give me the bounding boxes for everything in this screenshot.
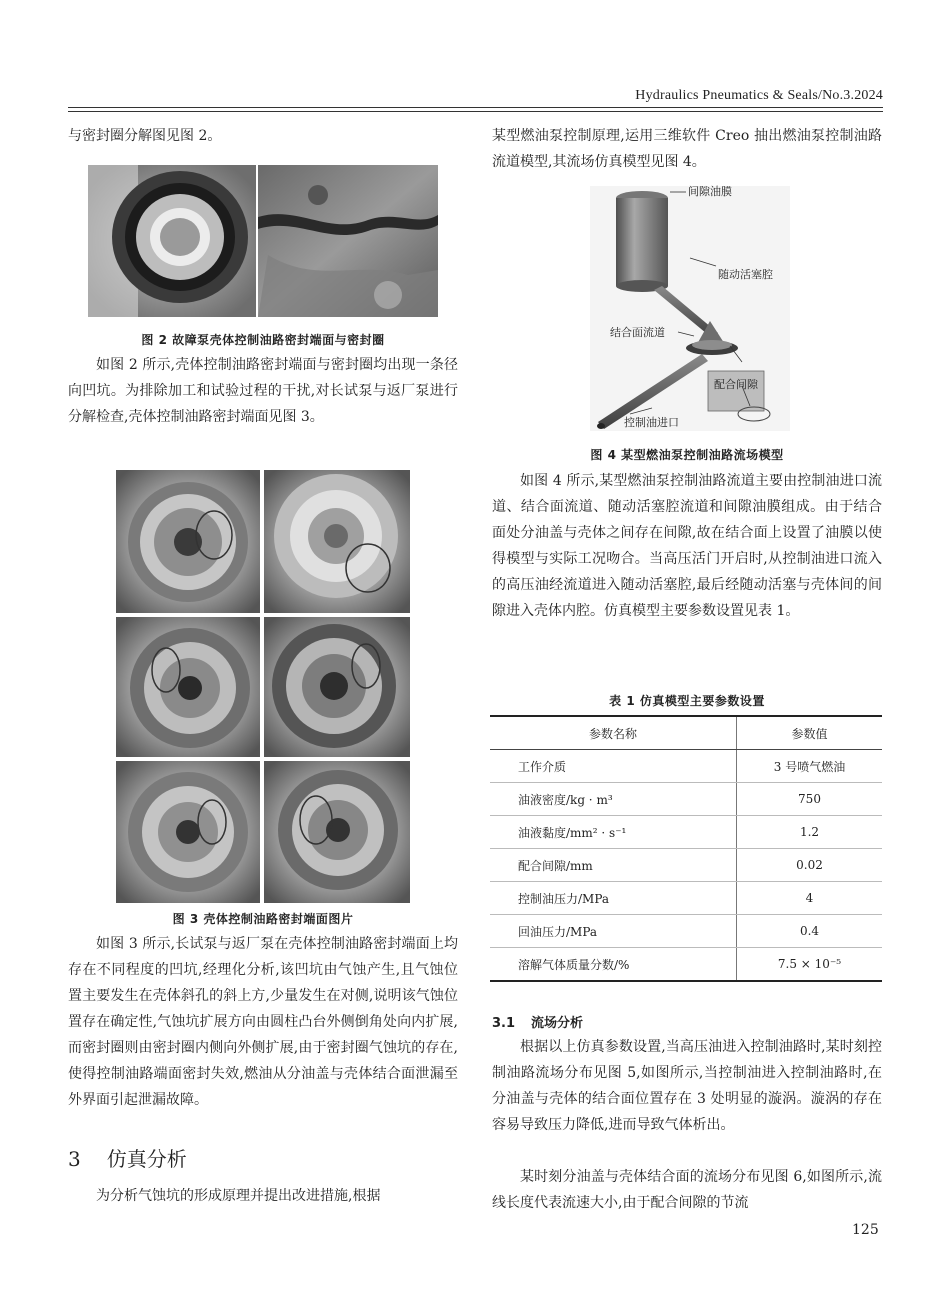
label-inlet: 控制油进口 <box>624 416 679 429</box>
table-cell: 1.2 <box>737 816 883 849</box>
figure-4-caption: 图 4 某型燃油泵控制油路流场模型 <box>590 448 784 462</box>
table-row <box>490 882 882 915</box>
table-cell: 7.5 × 10⁻⁵ <box>737 948 883 982</box>
table-cell: 溶解气体质量分数/% <box>490 948 737 982</box>
table-cell: 回油压力/MPa <box>490 915 737 948</box>
table-cell: 0.02 <box>737 849 883 882</box>
table-row <box>490 849 882 882</box>
figure-2-caption: 图 2 故障泵壳体控制油路密封端面与密封圈 <box>141 333 385 347</box>
table-header-value: 参数值 <box>737 716 883 750</box>
table-row <box>490 816 882 849</box>
figure-4-flow-model <box>590 186 790 431</box>
subsection-3-1-heading <box>492 1012 583 1031</box>
table-cell: 0.4 <box>737 915 883 948</box>
header-rule-thick <box>68 107 883 108</box>
right-figure4-paragraph: 如图 4 所示,某型燃油泵控制油路流道主要由控制油进口流道、结合面流道、随动活塞腔流道和间隙油膜组成。由于结合面处分油盖与壳体之间存在间隙,故在结合面上设置了油膜以使得模型与实际工况吻合。当高压活门开启时,从控制油进口流入的高压油经流道进入随动活塞腔,最后经随动活塞与壳体间的间隙进入壳体内腔。仿真模型主要参数设置见表 1。 <box>492 473 882 619</box>
label-gap-film: 间隙油膜 <box>688 185 732 198</box>
table-header-row <box>490 716 882 750</box>
table-cell: 配合间隙/mm <box>490 849 737 882</box>
subsection-number: 3.1 <box>492 1016 516 1031</box>
table-cell: 控制油压力/MPa <box>490 882 737 915</box>
table-cell: 3 号喷气燃油 <box>737 750 883 783</box>
table-cell: 油液黏度/mm² · s⁻¹ <box>490 816 737 849</box>
figure-2-photo <box>88 165 438 317</box>
section-title: 仿真分析 <box>106 1147 187 1171</box>
table-row <box>490 915 882 948</box>
table-cell: 油液密度/kg · m³ <box>490 783 737 816</box>
table-row <box>490 783 882 816</box>
label-joint-channel: 结合面流道 <box>610 326 665 339</box>
right-flow-paragraph-1: 根据以上仿真参数设置,当高压油进入控制油路时,某时刻控制油路流场分布见图 5,如图所示,当控制油进入控制油路时,在分油盖与壳体的结合面位置存在 3 处明显的漩涡。漩涡的存在容易导致压力降低,进而导致气体析出。 <box>492 1039 882 1133</box>
label-piston-cavity: 随动活塞腔 <box>718 268 773 281</box>
table-row <box>490 750 882 783</box>
table-cell: 工作介质 <box>490 750 737 783</box>
left-figure3-paragraph: 如图 3 所示,长试泵与返厂泵在壳体控制油路密封端面上均存在不同程度的凹坑,经理化分析,该凹坑由气蚀产生,且气蚀位置主要发生在壳体斜孔的斜上方,少量发生在对侧,说明该气蚀位置存在确定性,气蚀坑扩展方向由圆柱凸台外侧倒角处向内扩展,而密封圈则由密封圈内侧向外侧扩展,由于密封圈气蚀坑的存在,使得控制油路端面密封失效,燃油从分油盖与壳体结合面泄漏至外界面引起泄漏故障。 <box>68 936 458 1108</box>
figure-3 <box>116 470 410 903</box>
running-header: Hydraulics Pneumatics & Seals/No.3.2024 <box>635 88 883 103</box>
right-intro-paragraph: 某型燃油泵控制原理,运用三维软件 Creo 抽出燃油泵控制油路流道模型,其流场仿真模型见图 4。 <box>492 128 882 170</box>
table-1-caption: 表 1 仿真模型主要参数设置 <box>609 694 765 708</box>
table-cell: 750 <box>737 783 883 816</box>
label-fit-gap: 配合间隙 <box>714 378 758 391</box>
right-flow-paragraph-2: 某时刻分油盖与壳体结合面的流场分布见图 6,如图所示,流线长度代表流速大小,由于配合间隙的节流 <box>492 1169 882 1211</box>
figure-2 <box>88 165 438 317</box>
table-1 <box>490 715 882 982</box>
left-intro-paragraph: 与密封圈分解图见图 2。 <box>68 128 222 144</box>
figure-3-caption: 图 3 壳体控制油路密封端面图片 <box>172 912 354 926</box>
figure-4 <box>590 186 790 431</box>
section-number: 3 <box>68 1147 81 1171</box>
subsection-title: 流场分析 <box>531 1016 584 1031</box>
header-rule-thin <box>68 111 883 112</box>
figure-3-photo-grid <box>116 470 410 903</box>
table-header-name: 参数名称 <box>490 716 737 750</box>
left-simulation-paragraph: 为分析气蚀坑的形成原理并提出改进措施,根据 <box>96 1188 381 1204</box>
left-figure2-paragraph: 如图 2 所示,壳体控制油路密封端面与密封圈均出现一条径向凹坑。为排除加工和试验过程的干扰,对长试泵与返厂泵进行分解检查,壳体控制油路密封端面见图 3。 <box>68 357 458 425</box>
table-row <box>490 948 882 982</box>
section-3-heading <box>68 1143 187 1172</box>
table-cell: 4 <box>737 882 883 915</box>
page-number: 125 <box>852 1222 879 1238</box>
